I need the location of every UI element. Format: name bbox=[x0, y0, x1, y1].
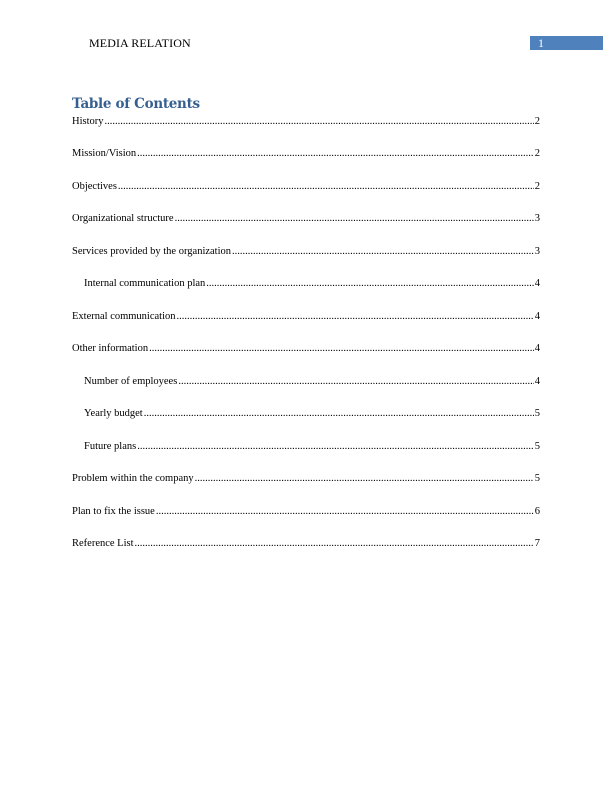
dot-leader bbox=[118, 180, 534, 194]
dot-leader bbox=[149, 342, 534, 356]
dot-leader bbox=[178, 375, 533, 389]
toc-entry-number-of-employees[interactable] bbox=[72, 375, 540, 389]
dot-leader bbox=[175, 212, 534, 226]
toc-entry-page: 2 bbox=[534, 148, 540, 159]
toc-entry-page: 6 bbox=[534, 506, 540, 517]
toc-entry-page: 7 bbox=[534, 538, 540, 549]
toc-entry-label: Future plans bbox=[84, 441, 137, 452]
toc-entry-page: 4 bbox=[534, 343, 540, 354]
toc-entry-page: 4 bbox=[534, 311, 540, 322]
dot-leader bbox=[144, 407, 534, 421]
dot-leader bbox=[105, 115, 534, 129]
toc-entry-label: Services provided by the organization bbox=[72, 246, 232, 257]
toc-entry-plan-to-fix[interactable] bbox=[72, 505, 540, 519]
toc-entry-future-plans[interactable] bbox=[72, 440, 540, 454]
toc-entry-page: 4 bbox=[534, 278, 540, 289]
running-header-title: MEDIA RELATION bbox=[89, 36, 191, 50]
dot-leader bbox=[177, 310, 534, 324]
toc-entry-yearly-budget[interactable] bbox=[72, 407, 540, 421]
toc-entry-label: Reference List bbox=[72, 538, 134, 549]
toc-entry-label: History bbox=[72, 116, 104, 127]
toc-entry-page: 4 bbox=[534, 376, 540, 387]
dot-leader bbox=[137, 147, 534, 161]
toc-entry-label: Other information bbox=[72, 343, 149, 354]
toc-heading: Table of Contents bbox=[72, 96, 200, 112]
toc-entry-page: 2 bbox=[534, 116, 540, 127]
toc-entry-history[interactable] bbox=[72, 115, 540, 129]
toc-entry-reference-list[interactable] bbox=[72, 537, 540, 551]
toc-entry-page: 5 bbox=[534, 408, 540, 419]
toc-entry-label: Internal communication plan bbox=[84, 278, 206, 289]
toc-entry-organizational-structure[interactable] bbox=[72, 212, 540, 226]
toc-entry-problem-within-company[interactable] bbox=[72, 472, 540, 486]
toc-entry-label: Yearly budget bbox=[84, 408, 143, 419]
toc-entry-other-information[interactable] bbox=[72, 342, 540, 356]
toc-entry-page: 5 bbox=[534, 473, 540, 484]
toc-entry-label: Plan to fix the issue bbox=[72, 506, 155, 517]
dot-leader bbox=[156, 505, 534, 519]
toc-entry-objectives[interactable] bbox=[72, 180, 540, 194]
toc-entry-external-communication[interactable] bbox=[72, 310, 540, 324]
toc-entry-page: 3 bbox=[534, 213, 540, 224]
toc-entry-internal-communication-plan[interactable] bbox=[72, 277, 540, 291]
dot-leader bbox=[137, 440, 534, 454]
toc-entry-label: Number of employees bbox=[84, 376, 178, 387]
toc-entry-label: Organizational structure bbox=[72, 213, 174, 224]
toc-entry-label: Problem within the company bbox=[72, 473, 194, 484]
toc-entry-page: 3 bbox=[534, 246, 540, 257]
toc-entry-label: Mission/Vision bbox=[72, 148, 137, 159]
toc-entry-label: External communication bbox=[72, 311, 176, 322]
toc-entry-label: Objectives bbox=[72, 181, 117, 192]
toc-entry-mission-vision[interactable] bbox=[72, 147, 540, 161]
dot-leader bbox=[232, 245, 534, 259]
page-number-box bbox=[530, 36, 603, 50]
page-number: 1 bbox=[538, 36, 544, 50]
toc-entry-services[interactable] bbox=[72, 245, 540, 259]
toc-entry-page: 5 bbox=[534, 441, 540, 452]
dot-leader bbox=[195, 472, 534, 486]
dot-leader bbox=[206, 277, 533, 291]
dot-leader bbox=[135, 537, 534, 551]
toc-entry-page: 2 bbox=[534, 181, 540, 192]
